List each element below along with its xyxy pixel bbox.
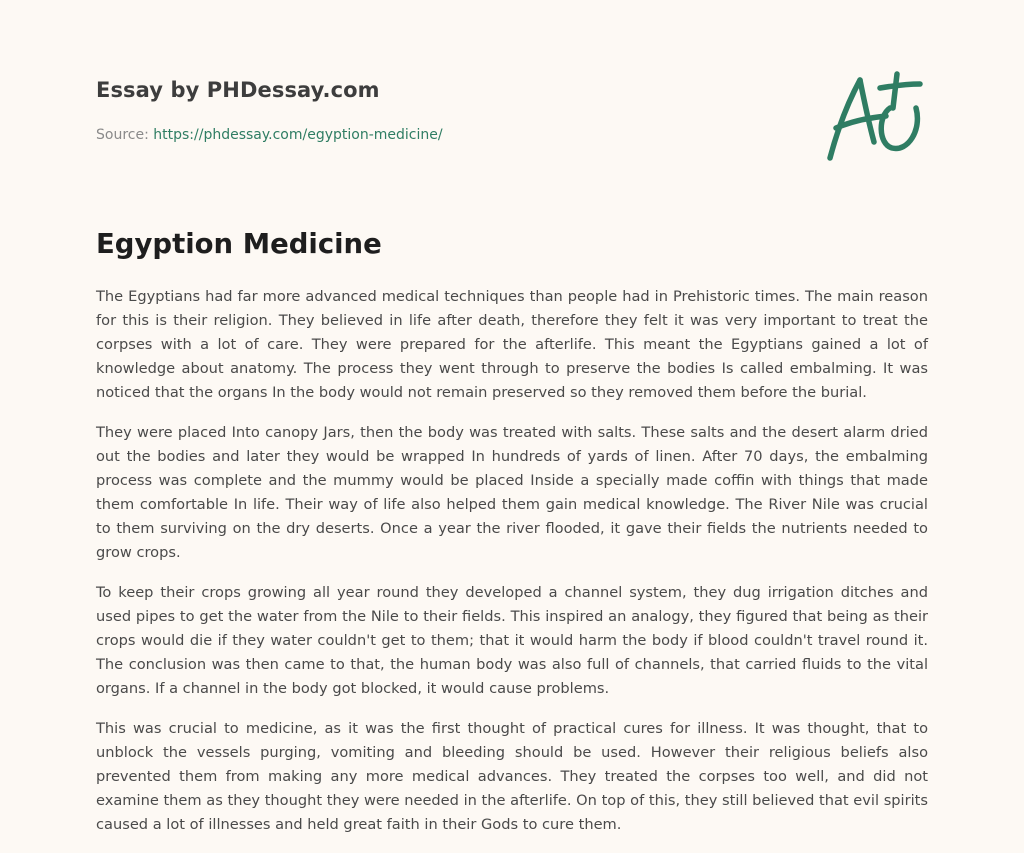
a-plus-grade-icon (820, 66, 930, 166)
page-header (96, 76, 796, 145)
source-line (96, 125, 796, 145)
essay-paragraph: This was crucial to medicine, as it was the first thought of practical cures for illness. It was thought, that to unblock the vessels purging, vomiting and bleeding should be used. However their religious beliefs also prevented them from making any more medical advances. They treated the corpses too well, and did not examine them as they thought they were needed in the afterlife. On top of this, they still believed that evil spirits caused a lot of illnesses and held great faith in their Gods to cure them. (96, 720, 928, 833)
essay-paragraph: The Egyptians had far more advanced medical techniques than people had in Prehistoric times. The main reason for this is their religion. They believed in life after death, therefore they felt it was very important to treat the corpses with a lot of care. They were prepared for the afterlife. This meant the Egyptians gained a lot of knowledge about anatomy. The process they went through to preserve the bodies Is called embalming. It was noticed that the organs In the body would not remain preserved so they removed them before the burial. (96, 288, 928, 401)
document-title: Egyption Medicine (96, 228, 382, 260)
source-label: Source: (96, 127, 149, 143)
essay-paragraph: To keep their crops growing all year round they developed a channel system, they dug irrigation ditches and used pipes to get the water from the Nile to their fields. This inspired an analogy, they figured that being as their crops would die if they water couldn't get to them; that it would harm the body if blood couldn't travel round it. The conclusion was then came to that, the human body was also full of channels, that carried fluids to the vital organs. If a channel in the body got blocked, it would cause problems. (96, 584, 928, 697)
site-title: Essay by PHDessay.com (96, 78, 380, 102)
essay-body (96, 285, 928, 853)
source-link[interactable]: https://phdessay.com/egyption-medicine/ (153, 127, 443, 143)
essay-paragraph: They were placed Into canopy Jars, then the body was treated with salts. These salts and the desert alarm dried out the bodies and later they would be wrapped In hundreds of yards of linen. After 70 days, the embalming process was complete and the mummy would be placed Inside a specially made coffin with things that made them comfortable In life. Their way of life also helped them gain medical knowledge. The River Nile was crucial to them surviving on the dry deserts. Once a year the river flooded, it gave their fields the nutrients needed to grow crops. (96, 424, 928, 561)
